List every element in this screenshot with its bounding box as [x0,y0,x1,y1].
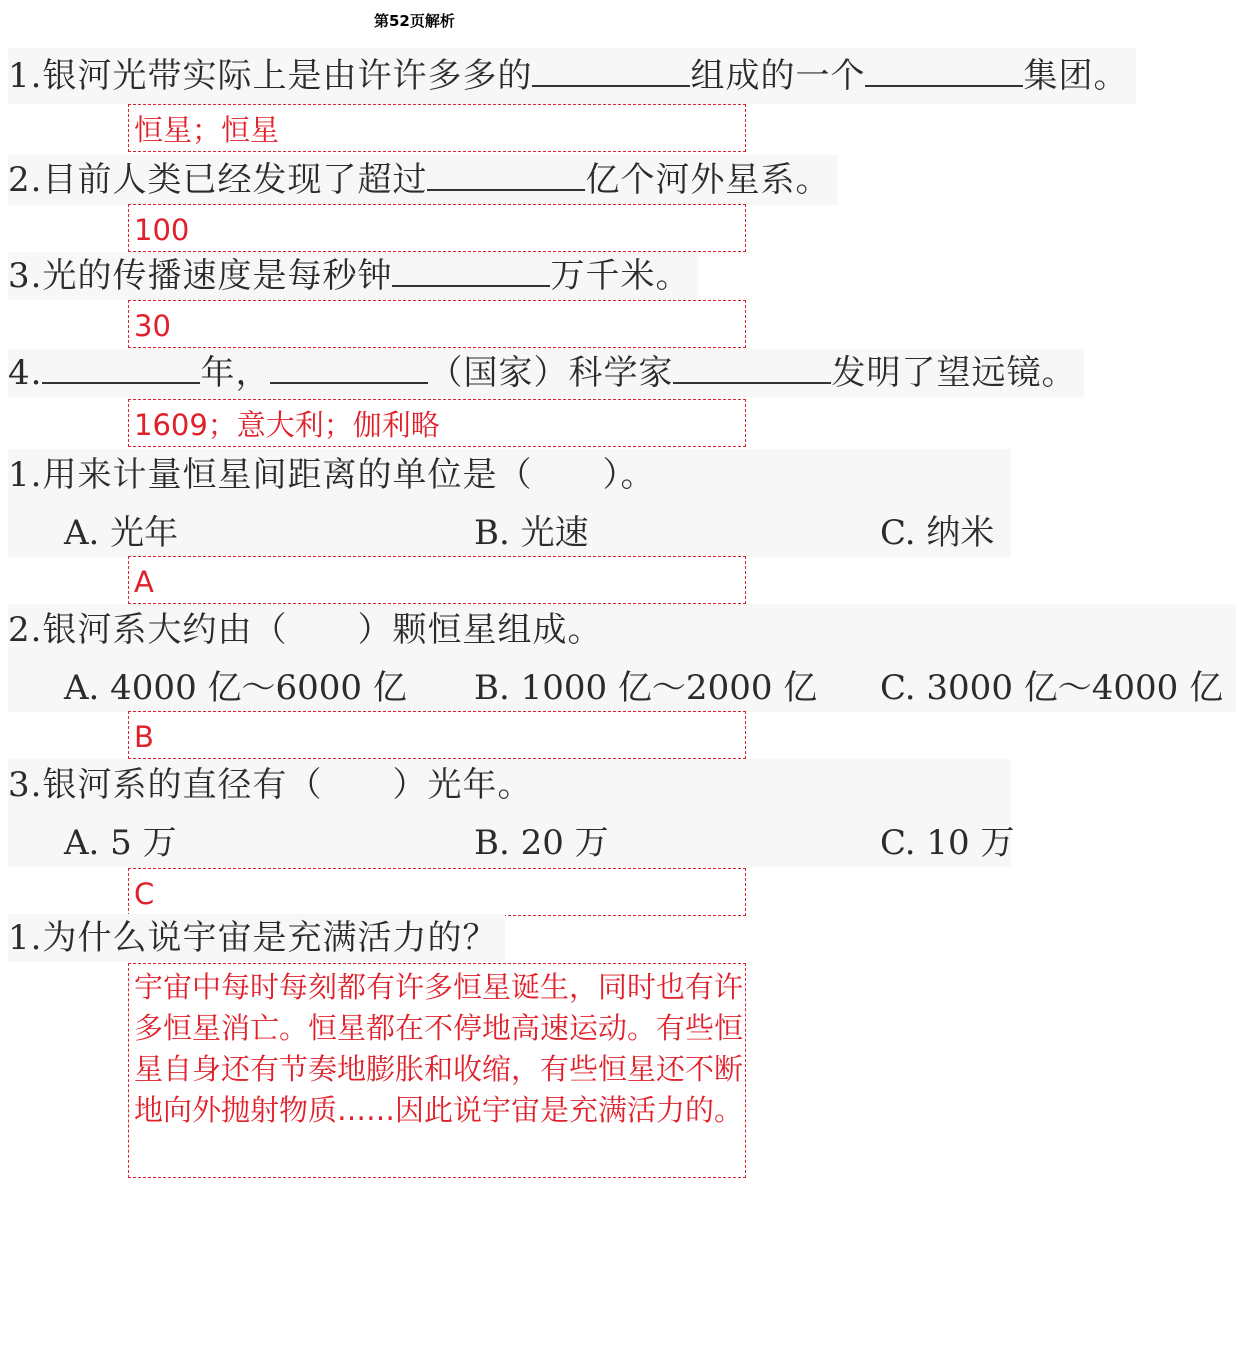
choice-options-1 [8,501,1011,557]
option-a: A. 光年 [64,513,179,553]
option-a: A. 5 万 [64,823,177,863]
fill-question-4 [8,349,1084,397]
answer-blank [532,57,690,87]
question-text: 光的传播速度是每秒钟 [42,256,393,296]
question-text: 年， [200,353,271,393]
answer-blank [270,354,428,384]
answer-box: 100 [128,204,746,252]
fill-question-2 [8,155,838,205]
answer-box: 恒星；恒星 [128,104,746,152]
answer-box: 宇宙中每时每刻都有许多恒星诞生，同时也有许多恒星消亡。恒星都在不停地高速运动。有些恒星自身还有节奏地膨胀和收缩，有些恒星还不断地向外抛射物质……因此说宇宙是充满活力的。 [128,963,746,1178]
choice-options-3 [8,811,1015,867]
page-title: 第52页解析 [374,12,455,30]
answer-box: B [128,711,746,759]
fill-question-1 [8,48,1136,104]
option-b: B. 光速 [474,513,589,553]
answer-blank [865,57,1023,87]
answer-box: 1609；意大利；伽利略 [128,399,746,447]
answer-blank [42,354,200,384]
question-text: 万千米。 [550,256,691,296]
question-text: 集团。 [1023,56,1129,96]
answer-blank [392,257,550,287]
option-c: C. 10 万 [880,823,1015,863]
fill-question-3 [8,252,698,300]
answer-box: 30 [128,300,746,348]
question-text: （国家）科学家 [428,353,674,393]
question-text: 银河光带实际上是由许许多多的 [42,56,533,96]
short-question-1: 1.为什么说宇宙是充满活力的？ [8,914,505,962]
option-b: B. 1000 亿～2000 亿 [474,668,818,708]
option-c: C. 3000 亿～4000 亿 [880,668,1224,708]
choice-question-3: 3.银河系的直径有（ ）光年。 [8,759,1011,811]
question-text: 目前人类已经发现了超过 [42,160,428,200]
answer-blank [673,354,831,384]
question-number: 2. [8,160,43,200]
answer-box: A [128,556,746,604]
question-number: 4. [8,353,43,393]
answer-blank [427,161,585,191]
question-text: 发明了望远镜。 [831,353,1077,393]
choice-options-2 [8,656,1236,712]
question-text: 组成的一个 [690,56,866,96]
answer-box: C [128,868,746,916]
choice-question-1: 1.用来计量恒星间距离的单位是（ ）。 [8,449,1011,501]
question-number: 3. [8,256,43,296]
option-b: B. 20 万 [474,823,609,863]
choice-question-2: 2.银河系大约由（ ）颗恒星组成。 [8,604,1236,656]
question-number: 1. [8,56,43,96]
question-text: 亿个河外星系。 [585,160,831,200]
option-c: C. 纳米 [880,513,995,553]
option-a: A. 4000 亿～6000 亿 [64,668,407,708]
